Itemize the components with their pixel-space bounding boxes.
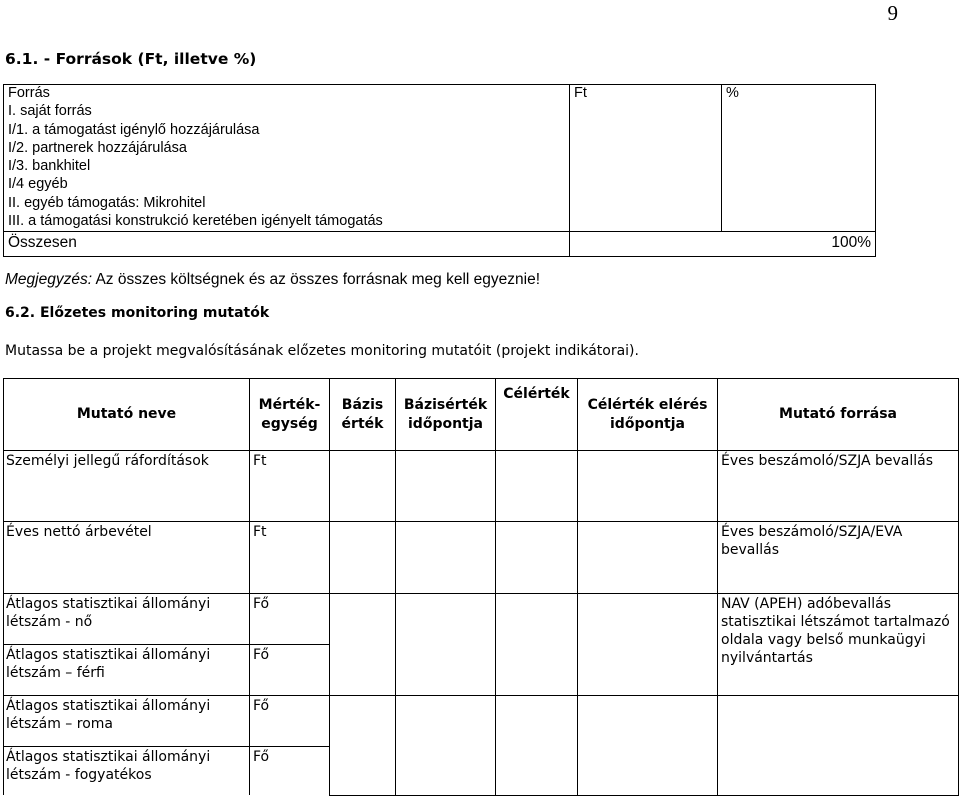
- total-row: [4, 232, 876, 257]
- table-row: [4, 122, 876, 140]
- indicator-name: Személyi jellegű ráfordítások: [4, 451, 250, 522]
- indicator-name: Átlagos statisztikai állományi létszám - nő: [4, 594, 250, 645]
- column-header-base: Bázis érték: [330, 379, 396, 451]
- table-header-row: [4, 379, 959, 451]
- table-row: [4, 213, 876, 232]
- monitoring-table: [3, 378, 959, 796]
- indicator-unit: Fő: [250, 645, 330, 696]
- table-row: [4, 594, 959, 645]
- page-number: 9: [887, 1, 898, 25]
- table-row: [4, 158, 876, 176]
- note-text: Az összes költségnek és az összes forrásnak meg kell egyeznie!: [92, 271, 541, 288]
- source-label: I/3. bankhitel: [4, 158, 570, 176]
- source-label: II. egyéb támogatás: Mikrohitel: [4, 195, 570, 213]
- indicator-name: Átlagos statisztikai állományi létszám – férfi: [4, 645, 250, 696]
- column-header-name: Mutató neve: [4, 379, 250, 451]
- column-header-base-date: Bázisérték időpontja: [396, 379, 496, 451]
- indicator-unit: Ft: [250, 451, 330, 522]
- source-label: III. a támogatási konstrukció keretében igényelt támogatás: [4, 213, 570, 232]
- note-label: Megjegyzés:: [5, 271, 93, 288]
- note: [5, 271, 540, 289]
- indicator-source: Éves beszámoló/SZJA/EVA bevallás: [718, 522, 959, 594]
- indicator-unit: Fő: [250, 747, 330, 796]
- indicator-unit: Fő: [250, 696, 330, 747]
- sources-table: [3, 84, 876, 257]
- total-label: Összesen: [4, 232, 570, 257]
- indicator-name: Éves nettó árbevétel: [4, 522, 250, 594]
- source-label: I/4 egyéb: [4, 176, 570, 194]
- table-row: [4, 103, 876, 121]
- total-percent: 100%: [570, 232, 876, 257]
- indicator-name: Átlagos statisztikai állományi létszám - fogyatékos: [4, 747, 250, 796]
- intro-text: Mutassa be a projekt megvalósításának előzetes monitoring mutatóit (projekt indikátorai).: [5, 343, 639, 359]
- section-heading: 6.1. - Források (Ft, illetve %): [5, 50, 257, 68]
- indicator-source-merged: NAV (APEH) adóbevallás statisztikai létszámot tartalmazó oldala vagy belső munkaügyi nyilvántartás: [718, 594, 959, 696]
- indicator-source: Éves beszámoló/SZJA bevallás: [718, 451, 959, 522]
- column-header-source: Forrás: [4, 85, 570, 104]
- column-header-ft: Ft: [570, 85, 722, 104]
- indicator-name: Átlagos statisztikai állományi létszám – roma: [4, 696, 250, 747]
- column-header-unit: Mérték-egység: [250, 379, 330, 451]
- table-row: [4, 195, 876, 213]
- table-row: [4, 176, 876, 194]
- table-row: [4, 451, 959, 522]
- column-header-target: Célérték: [496, 379, 578, 451]
- column-header-source: Mutató forrása: [718, 379, 959, 451]
- column-header-target-date: Célérték elérés időpontja: [578, 379, 718, 451]
- table-header-row: [4, 85, 876, 104]
- source-label: I/2. partnerek hozzájárulása: [4, 140, 570, 158]
- table-row: [4, 140, 876, 158]
- indicator-unit: Fő: [250, 594, 330, 645]
- table-row: [4, 696, 959, 747]
- subsection-heading: 6.2. Előzetes monitoring mutatók: [5, 305, 270, 321]
- table-row: [4, 522, 959, 594]
- source-label: I/1. a támogatást igénylő hozzájárulása: [4, 122, 570, 140]
- indicator-unit: Ft: [250, 522, 330, 594]
- source-label: I. saját forrás: [4, 103, 570, 121]
- column-header-percent: %: [722, 85, 876, 104]
